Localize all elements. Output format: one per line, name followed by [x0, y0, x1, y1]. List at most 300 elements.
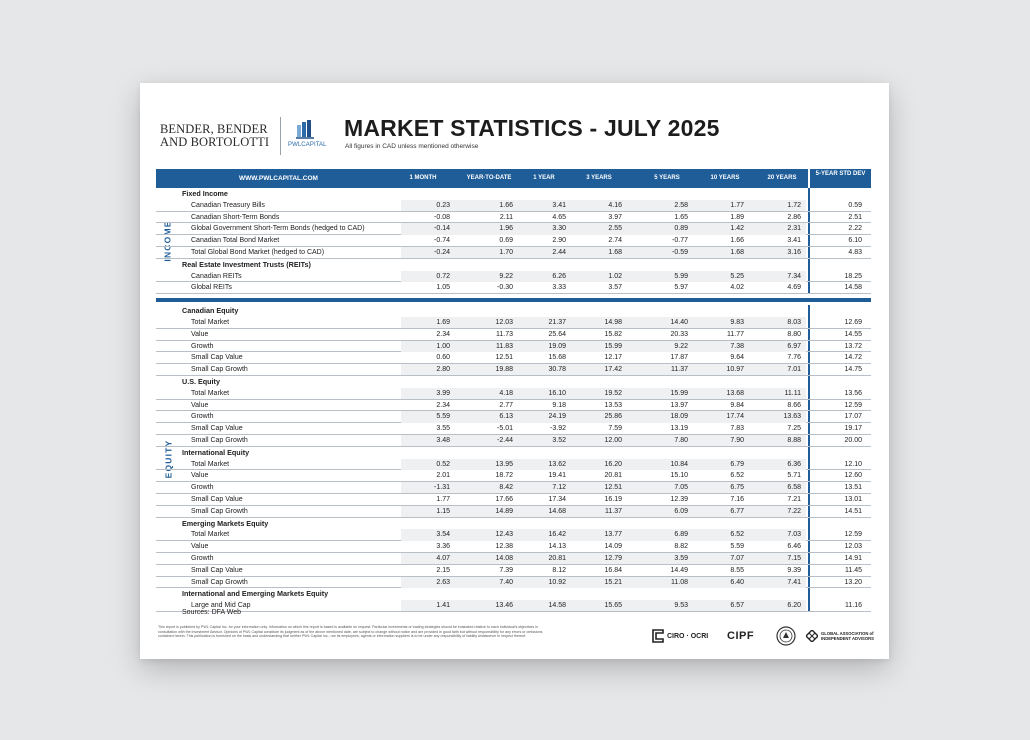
- row-value: 13.97: [670, 401, 688, 409]
- table-row: [156, 482, 871, 494]
- row-value: 7.03: [787, 531, 801, 539]
- row-value: 7.22: [787, 507, 801, 515]
- row-label: Value: [191, 401, 209, 409]
- row-value: 7.12: [552, 484, 566, 492]
- column-header: 20 YEARS: [767, 175, 797, 181]
- row-value: 1.96: [499, 225, 513, 233]
- row-value: 1.77: [436, 495, 450, 503]
- table-row: [156, 541, 871, 553]
- row-value: 11.16: [845, 602, 862, 610]
- section-label-text: EQUITY: [163, 439, 173, 478]
- row-value: 8.03: [787, 318, 801, 326]
- group-label: U.S. Equity: [182, 376, 220, 386]
- row-value: 1.42: [730, 225, 744, 233]
- row-value: 6.46: [787, 543, 801, 551]
- row-value: 12.10: [844, 460, 862, 468]
- row-value: 2.22: [848, 225, 862, 233]
- row-value: 14.09: [604, 543, 622, 551]
- row-value: 5.99: [674, 272, 688, 280]
- row-value: 14.08: [495, 554, 513, 562]
- row-value: 12.03: [495, 318, 513, 326]
- group-label: Fixed Income: [182, 189, 228, 198]
- row-value: 17.74: [726, 413, 744, 421]
- row-value: 5.97: [674, 284, 688, 292]
- sources-note: Sources: DFA Web: [182, 609, 242, 616]
- row-label: Small Cap Growth: [191, 366, 248, 374]
- section-label-text: INCOME: [163, 220, 174, 262]
- row-value: 13.19: [670, 425, 688, 433]
- row-label: Total Market: [191, 460, 230, 468]
- group-label: International Equity: [182, 447, 250, 457]
- row-value: 0.59: [848, 201, 862, 209]
- row-value: 7.21: [787, 495, 801, 503]
- row-value: 25.86: [604, 413, 622, 421]
- row-value: 1.68: [608, 248, 622, 256]
- row-value: 17.87: [670, 354, 688, 362]
- row-value: 4.07: [436, 554, 450, 562]
- row-value: 14.68: [548, 507, 566, 515]
- row-value: 17.07: [844, 413, 862, 421]
- row-value: -0.08: [434, 213, 450, 221]
- row-value: 16.84: [604, 566, 622, 574]
- row-value: 2.86: [787, 213, 801, 221]
- row-value: 4.83: [848, 248, 862, 256]
- table-row: [156, 235, 871, 247]
- pwl-wordmark: PWLCAPITAL: [288, 142, 327, 148]
- page-subtitle: All figures in CAD unless mentioned otherwise: [345, 143, 479, 150]
- row-value: 14.58: [548, 602, 566, 610]
- table-row: [156, 435, 871, 447]
- row-value: 11.83: [496, 342, 513, 350]
- row-value: 7.25: [787, 425, 801, 433]
- row-value: 2.31: [787, 225, 801, 233]
- row-value: -0.59: [672, 248, 688, 256]
- row-value: 9.39: [787, 566, 801, 574]
- row-value: 15.65: [604, 602, 622, 610]
- row-value: 1.05: [436, 284, 450, 292]
- row-value: 17.42: [604, 366, 622, 374]
- row-value: 7.83: [730, 425, 744, 433]
- row-value: 9.22: [674, 342, 688, 350]
- row-value: -1.31: [434, 484, 450, 492]
- row-value: 6.89: [674, 531, 688, 539]
- row-value: 20.81: [548, 554, 566, 562]
- row-value: 14.91: [844, 554, 862, 562]
- row-value: 13.01: [844, 495, 862, 503]
- row-value: 2.11: [499, 213, 513, 221]
- report-header: [140, 83, 889, 169]
- row-value: 24.19: [548, 413, 566, 421]
- row-value: 11.37: [605, 507, 622, 515]
- row-value: 16.42: [548, 531, 566, 539]
- row-value: 7.90: [730, 436, 744, 444]
- row-label: Total Market: [191, 531, 230, 539]
- row-value: 16.10: [548, 389, 566, 397]
- row-value: 2.58: [674, 201, 688, 209]
- page-title: MARKET STATISTICS - JULY 2025: [344, 115, 720, 141]
- row-value: 1.65: [674, 213, 688, 221]
- section-income: [156, 188, 871, 294]
- row-value: 19.17: [844, 425, 862, 433]
- row-value: 8.42: [499, 484, 513, 492]
- row-value: 15.10: [670, 472, 688, 480]
- row-value: 16.20: [604, 460, 622, 468]
- row-label: Growth: [191, 342, 214, 350]
- row-value: 6.10: [848, 237, 862, 245]
- row-value: 14.98: [604, 318, 622, 326]
- table-row: [156, 423, 871, 435]
- row-value: 1.66: [499, 201, 513, 209]
- row-value: 1.15: [436, 507, 450, 515]
- row-value: 12.39: [670, 495, 688, 503]
- row-value: 13.63: [783, 413, 801, 421]
- table-row: [156, 364, 871, 376]
- row-value: 13.72: [844, 342, 862, 350]
- row-value: 19.52: [604, 389, 622, 397]
- table-row: [156, 411, 871, 423]
- table-row: [156, 200, 871, 212]
- row-value: 5.59: [436, 413, 450, 421]
- row-value: 18.09: [670, 413, 688, 421]
- row-value: 3.48: [436, 436, 450, 444]
- row-value: 1.69: [436, 318, 450, 326]
- row-value: 19.88: [495, 366, 513, 374]
- row-value: 1.77: [730, 201, 744, 209]
- row-value: 6.26: [552, 272, 566, 280]
- row-value: 20.00: [844, 436, 862, 444]
- row-value: -0.77: [672, 237, 688, 245]
- row-value: 13.53: [604, 401, 622, 409]
- row-value: 11.11: [784, 389, 801, 397]
- row-value: 3.99: [436, 389, 450, 397]
- row-label: Growth: [191, 484, 214, 492]
- row-value: 9.83: [730, 318, 744, 326]
- row-value: 18.72: [495, 472, 513, 480]
- row-label: Growth: [191, 413, 214, 421]
- row-value: 1.70: [499, 248, 513, 256]
- row-value: 5.59: [730, 543, 744, 551]
- brand-line: AND BORTOLOTTI: [160, 135, 270, 149]
- row-value: 8.88: [787, 436, 801, 444]
- row-value: 7.07: [730, 554, 744, 562]
- row-value: 2.80: [436, 366, 450, 374]
- group-label: Emerging Markets Equity: [182, 518, 269, 528]
- table-row: [156, 341, 871, 353]
- row-value: 2.63: [436, 578, 450, 586]
- table-row: [156, 352, 871, 364]
- row-value: 8.82: [674, 543, 688, 551]
- column-header: 5-YEAR STD DEV: [808, 169, 871, 188]
- table-row: [156, 282, 871, 294]
- row-value: 6.75: [730, 484, 744, 492]
- table-row: [156, 577, 871, 589]
- row-value: 13.46: [495, 602, 513, 610]
- row-value: 2.34: [436, 330, 450, 338]
- row-value: 21.37: [548, 318, 566, 326]
- website-url[interactable]: WWW.PWLCAPITAL.COM: [239, 175, 318, 182]
- row-value: 3.41: [787, 237, 801, 245]
- row-value: 8.55: [730, 566, 744, 574]
- row-value: 1.00: [436, 342, 450, 350]
- row-value: 15.99: [604, 342, 622, 350]
- row-value: 13.62: [548, 460, 566, 468]
- row-value: 3.52: [552, 436, 566, 444]
- row-value: 13.77: [604, 531, 622, 539]
- row-value: 11.73: [496, 330, 513, 338]
- row-value: 2.55: [608, 225, 622, 233]
- row-value: 1.68: [730, 248, 744, 256]
- group-header: [156, 188, 871, 200]
- row-value: 7.16: [730, 495, 744, 503]
- row-value: 15.68: [548, 354, 566, 362]
- table-row: [156, 565, 871, 577]
- row-value: 12.38: [495, 543, 513, 551]
- column-header: YEAR-TO-DATE: [466, 175, 512, 181]
- group-label: Real Estate Investment Trusts (REITs): [182, 259, 311, 269]
- row-value: -3.92: [550, 425, 566, 433]
- table-row: [156, 388, 871, 400]
- row-value: 10.84: [670, 460, 688, 468]
- row-value: 5.25: [730, 272, 744, 280]
- row-value: 0.52: [436, 460, 450, 468]
- section-divider: [156, 298, 871, 302]
- table-row: [156, 400, 871, 412]
- row-label: Small Cap Growth: [191, 436, 248, 444]
- row-value: -0.30: [497, 284, 513, 292]
- row-value: 6.20: [787, 602, 801, 610]
- row-value: 4.69: [787, 284, 801, 292]
- row-label: Small Cap Value: [191, 566, 243, 574]
- table-row: [156, 553, 871, 565]
- ciro-logo-text: CIRO · OCRI: [667, 632, 709, 640]
- market-statistics-table: [156, 169, 871, 612]
- row-value: 9.18: [552, 401, 566, 409]
- row-value: 11.08: [671, 578, 688, 586]
- row-value: 12.43: [495, 531, 513, 539]
- pwl-capital-logo: [288, 118, 327, 148]
- row-value: 6.40: [730, 578, 744, 586]
- cipf-logo-text: CIPF: [727, 630, 755, 642]
- table-row: [156, 494, 871, 506]
- row-value: 7.76: [787, 354, 801, 362]
- row-label: Small Cap Value: [191, 354, 243, 362]
- row-label: Total Market: [191, 389, 230, 397]
- row-value: 4.65: [552, 213, 566, 221]
- seal-logo: [776, 625, 796, 647]
- row-value: 6.58: [787, 484, 801, 492]
- row-value: 0.89: [674, 225, 688, 233]
- ciro-logo: [652, 625, 708, 647]
- row-value: 3.41: [552, 201, 566, 209]
- group-label: International and Emerging Markets Equity: [182, 589, 329, 599]
- row-value: 4.18: [499, 389, 513, 397]
- row-label: Total Market: [191, 318, 230, 326]
- gaia-logo-text: GLOBAL ASSOCIATION of INDEPENDENT ADVISORS: [821, 631, 874, 641]
- row-value: 16.19: [604, 495, 622, 503]
- table-row: [156, 247, 871, 259]
- row-value: -0.74: [434, 237, 450, 245]
- row-label: Value: [191, 472, 209, 480]
- row-value: 13.95: [495, 460, 513, 468]
- pwl-logo-icon: [294, 118, 316, 140]
- row-value: 2.74: [608, 237, 622, 245]
- row-value: 5.71: [787, 472, 801, 480]
- regulatory-logos: [652, 625, 882, 649]
- row-label: Growth: [191, 554, 214, 562]
- row-label: Global REITs: [191, 284, 232, 292]
- row-value: 18.25: [844, 272, 862, 280]
- row-value: 25.64: [548, 330, 566, 338]
- row-value: 7.01: [787, 366, 801, 374]
- row-value: 7.15: [787, 554, 801, 562]
- row-value: 11.37: [671, 366, 688, 374]
- row-value: 0.72: [436, 272, 450, 280]
- table-row: [156, 223, 871, 235]
- row-value: 20.33: [670, 330, 688, 338]
- row-value: 4.02: [730, 284, 744, 292]
- row-value: 12.17: [604, 354, 622, 362]
- group-header: [156, 305, 871, 317]
- row-value: -0.24: [434, 248, 450, 256]
- group-header: [156, 518, 871, 530]
- row-value: 10.97: [726, 366, 744, 374]
- disclaimer-text: This report is published by PWL Capital Inc. for your information only. Information on which this report is based is available on request. Particular investments or trading strategies should be evaluated relative to each individual's objectives in consultation with the Investment Advisor. Opinions of PWL Capital constitute its judgment as of the above mentioned date, are subject to change without notice and are provided in good faith but without responsibility for any errors or omissions contained herein. This publication is furnished on the basis and understanding that neither PWL Capital Inc., nor its employees, agents or information suppliers is to be under any responsibility of liability whatsoever in respect thereof.: [158, 625, 543, 638]
- row-value: 2.77: [499, 401, 513, 409]
- row-label: Total Global Bond Market (hedged to CAD): [191, 248, 325, 256]
- row-value: 14.75: [844, 366, 862, 374]
- row-value: 1.89: [730, 213, 744, 221]
- row-value: 19.09: [548, 342, 566, 350]
- section-equity: [156, 305, 871, 612]
- row-value: 2.15: [436, 566, 450, 574]
- row-value: 15.82: [604, 330, 622, 338]
- row-value: 3.55: [436, 425, 450, 433]
- row-value: 13.20: [844, 578, 862, 586]
- ciro-icon: [652, 629, 664, 643]
- row-value: 14.89: [495, 507, 513, 515]
- row-value: 14.40: [670, 318, 688, 326]
- row-value: 3.36: [436, 543, 450, 551]
- column-header: 3 YEARS: [586, 175, 612, 181]
- row-value: 7.05: [674, 484, 688, 492]
- row-value: 12.51: [604, 484, 622, 492]
- row-value: 6.77: [730, 507, 744, 515]
- row-value: 7.41: [787, 578, 801, 586]
- row-value: 6.09: [674, 507, 688, 515]
- row-value: 0.23: [436, 201, 450, 209]
- row-value: 13.56: [844, 389, 862, 397]
- row-value: 14.55: [844, 330, 862, 338]
- group-header: [156, 376, 871, 388]
- group-header: [156, 259, 871, 271]
- row-value: 19.41: [548, 472, 566, 480]
- group-header: [156, 588, 871, 600]
- table-row: [156, 317, 871, 329]
- row-value: -2.44: [497, 436, 513, 444]
- column-header: 1 YEAR: [533, 175, 555, 181]
- row-label: Global Government Short-Term Bonds (hedged to CAD): [191, 225, 365, 233]
- row-label: Canadian REITs: [191, 272, 242, 280]
- bender-bortolotti-logo: [160, 123, 269, 149]
- row-value: 12.51: [495, 354, 513, 362]
- row-label: Value: [191, 330, 209, 338]
- row-value: 7.34: [787, 272, 801, 280]
- table-body: [156, 188, 871, 612]
- row-label: Canadian Treasury Bills: [191, 201, 265, 209]
- table-row: [156, 600, 871, 612]
- row-value: 7.80: [674, 436, 688, 444]
- row-value: 17.34: [548, 495, 566, 503]
- table-row: [156, 212, 871, 224]
- row-value: 30.78: [548, 366, 566, 374]
- row-value: 9.22: [499, 272, 513, 280]
- row-value: 6.52: [730, 472, 744, 480]
- row-value: 6.13: [499, 413, 513, 421]
- gaia-icon: [806, 630, 818, 642]
- row-value: 0.69: [499, 237, 513, 245]
- table-row: [156, 529, 871, 541]
- row-value: 4.16: [608, 201, 622, 209]
- row-value: 3.54: [436, 531, 450, 539]
- row-value: 3.16: [787, 248, 801, 256]
- row-label: Small Cap Value: [191, 495, 243, 503]
- row-value: 7.38: [730, 342, 744, 350]
- row-value: 12.59: [844, 531, 862, 539]
- header-divider: [280, 117, 281, 155]
- row-value: 3.33: [552, 284, 566, 292]
- row-label: Canadian Total Bond Market: [191, 237, 280, 245]
- row-value: 14.72: [844, 354, 862, 362]
- row-value: 6.57: [730, 602, 744, 610]
- row-label: Small Cap Growth: [191, 578, 248, 586]
- cipf-logo: [724, 625, 754, 647]
- row-value: 6.79: [730, 460, 744, 468]
- report-page: [140, 83, 889, 659]
- row-value: 2.01: [436, 472, 450, 480]
- row-value: 14.49: [670, 566, 688, 574]
- row-value: 13.68: [726, 389, 744, 397]
- row-value: 8.80: [787, 330, 801, 338]
- row-value: -5.01: [497, 425, 513, 433]
- row-value: -0.14: [434, 225, 450, 233]
- group-header: [156, 447, 871, 459]
- row-value: 12.03: [844, 543, 862, 551]
- row-value: 6.97: [787, 342, 801, 350]
- seal-icon: [776, 626, 796, 646]
- row-value: 7.59: [608, 425, 622, 433]
- table-row: [156, 470, 871, 482]
- row-label: Large and Mid Cap: [191, 602, 251, 610]
- row-value: 1.02: [608, 272, 622, 280]
- row-label: Small Cap Value: [191, 425, 243, 433]
- row-value: 3.30: [552, 225, 566, 233]
- row-value: 1.41: [436, 602, 450, 610]
- row-value: 3.57: [608, 284, 622, 292]
- row-value: 2.90: [552, 237, 566, 245]
- column-header: 5 YEARS: [654, 175, 680, 181]
- column-header: 10 YEARS: [710, 175, 740, 181]
- table-row: [156, 506, 871, 518]
- gaia-logo: [806, 625, 883, 647]
- row-value: 6.52: [730, 531, 744, 539]
- row-value: 13.51: [844, 484, 862, 492]
- row-value: 7.40: [499, 578, 513, 586]
- row-value: 7.39: [499, 566, 513, 574]
- row-value: 2.44: [552, 248, 566, 256]
- row-value: 8.12: [552, 566, 566, 574]
- row-value: 8.66: [787, 401, 801, 409]
- row-value: 14.58: [844, 284, 862, 292]
